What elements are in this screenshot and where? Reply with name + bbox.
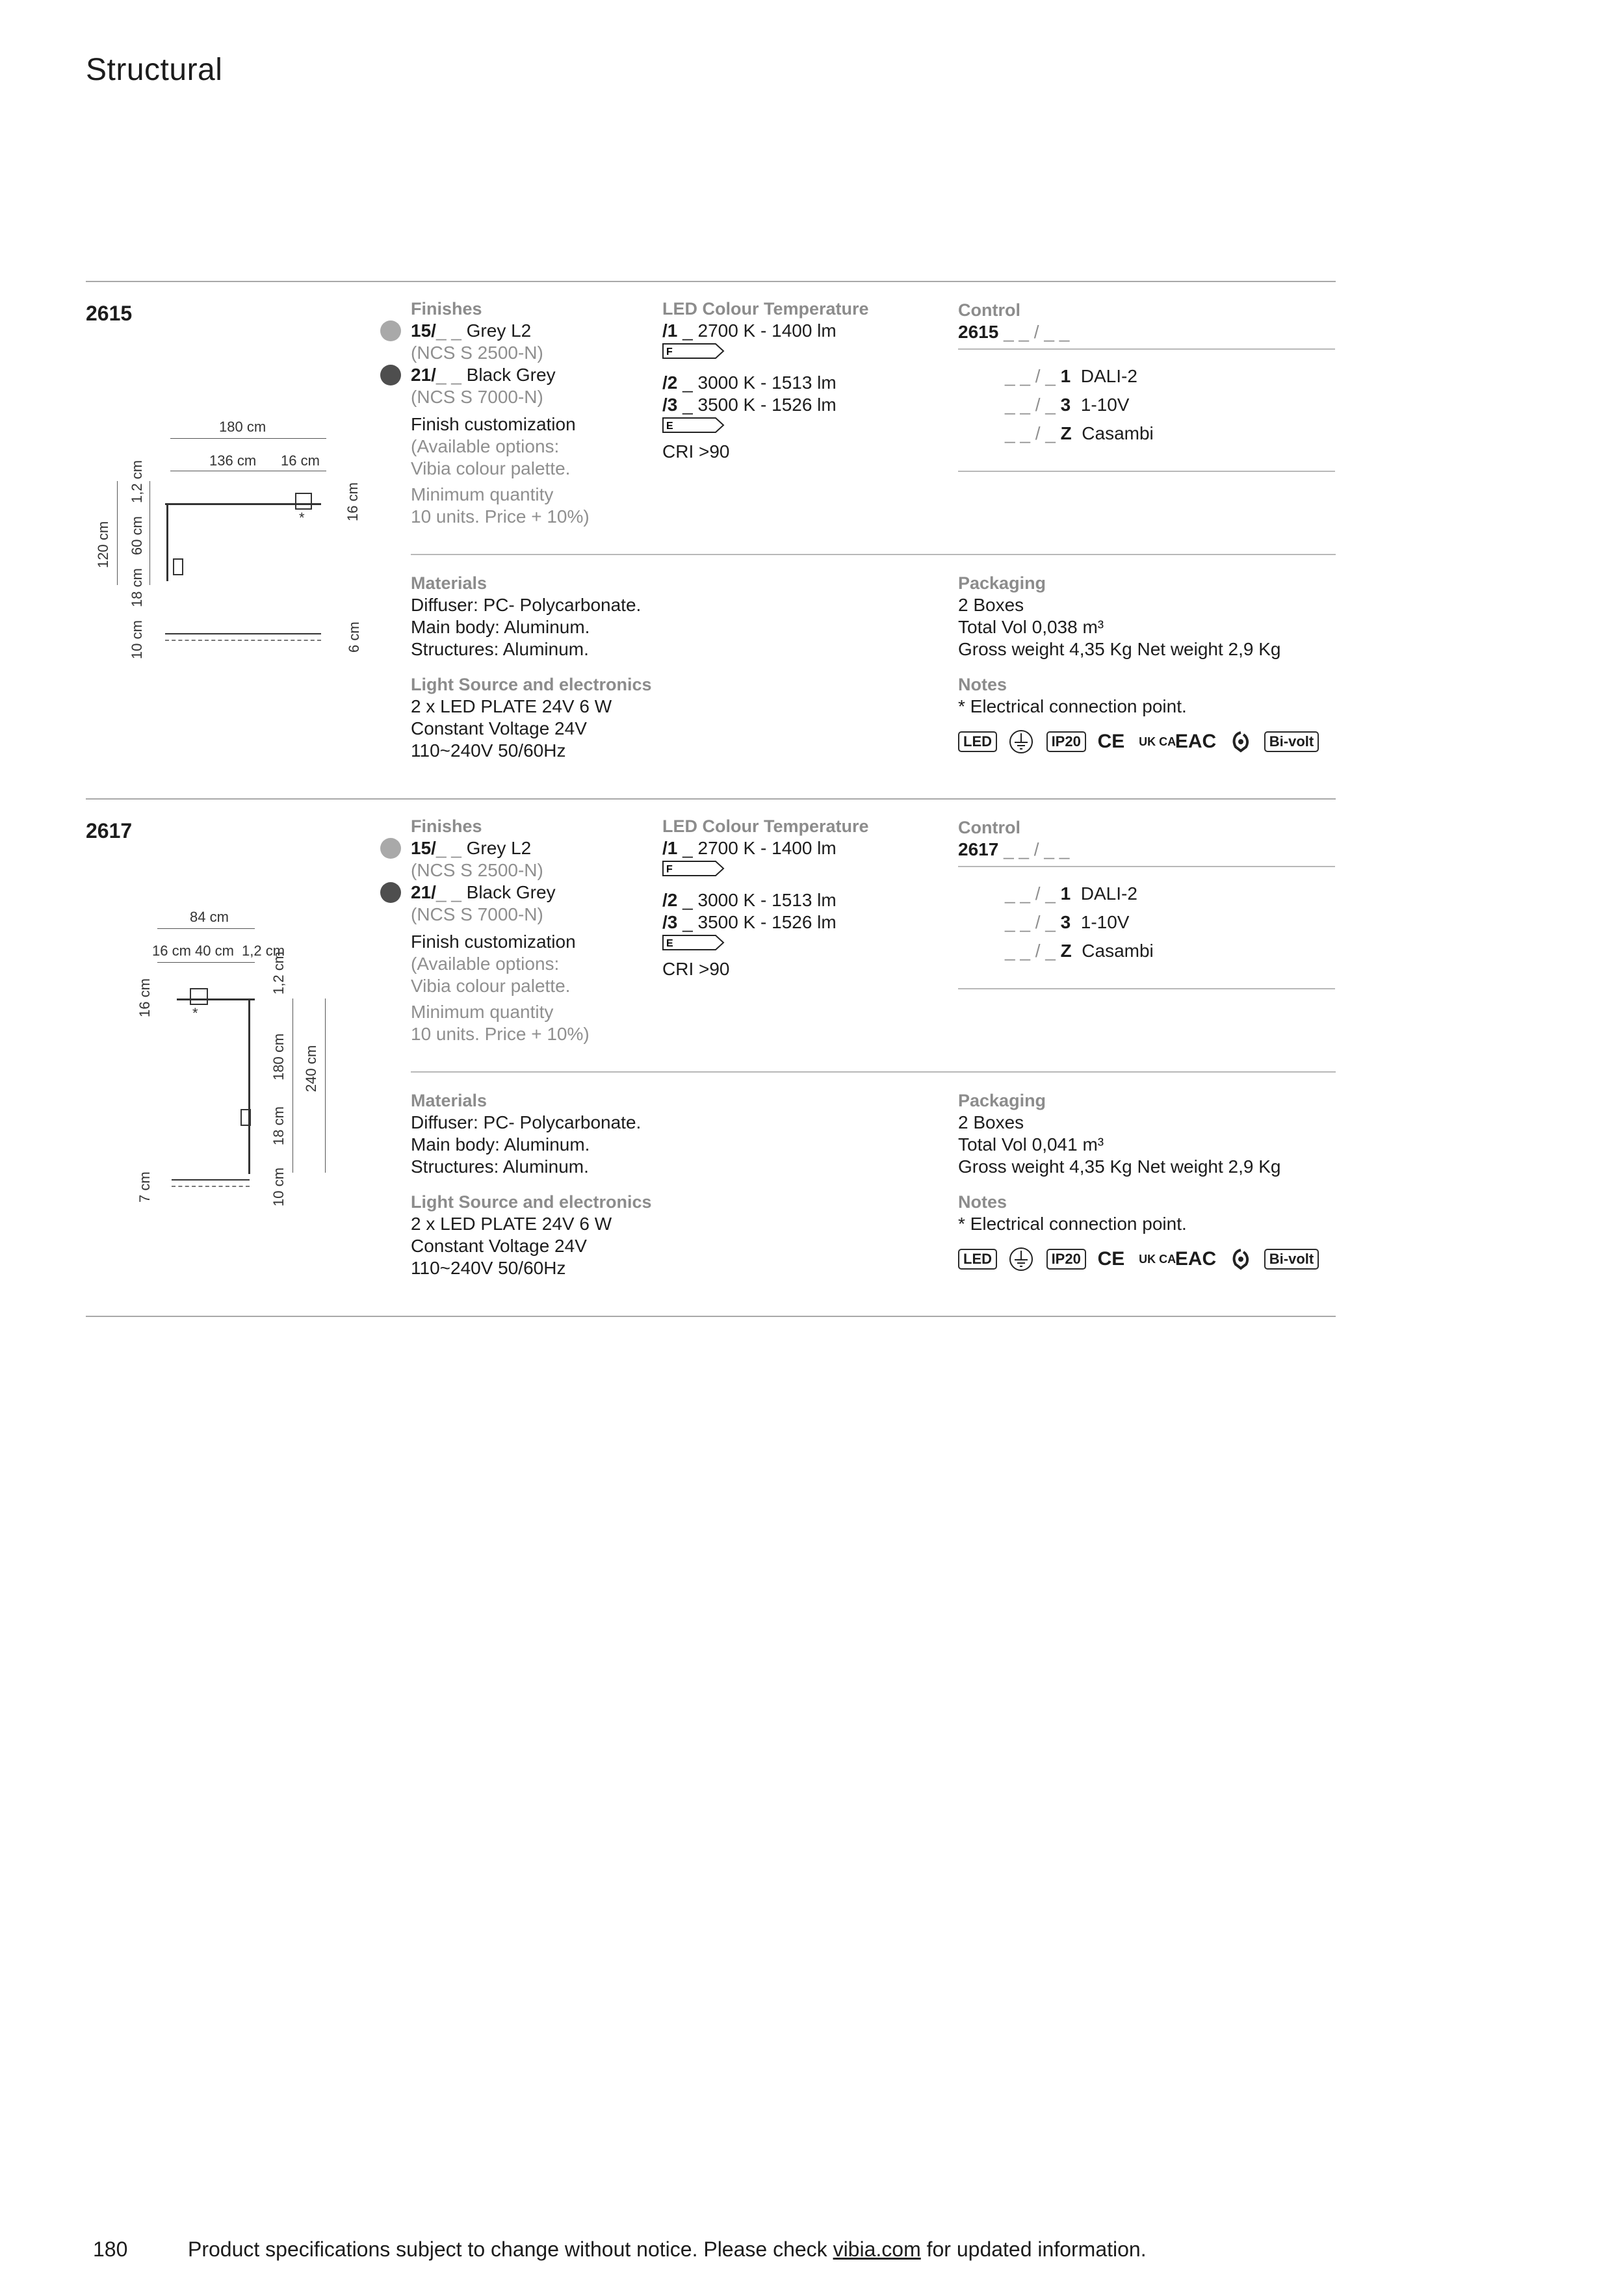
eac-mark-icon: EAC: [1175, 1248, 1217, 1270]
led-label: LED Colour Temperature: [662, 816, 869, 836]
finishes-section: [411, 298, 645, 528]
info-divider: [411, 1071, 1336, 1073]
footer-text: Product specifications subject to change without notice. Please check: [188, 2237, 833, 2261]
control-option-code: 3: [1060, 395, 1071, 415]
control-option-casambi[interactable]: [1005, 940, 1265, 962]
dim-base-side: 10 cm: [270, 1168, 287, 1207]
grey-swatch: [380, 838, 401, 859]
control-blank: _ _ / _: [1005, 366, 1056, 386]
control-option-name: Casambi: [1082, 941, 1154, 961]
led-badge: LED: [958, 1249, 997, 1270]
finish-name: Black Grey: [466, 882, 556, 902]
svg-text:E: E: [666, 938, 673, 949]
dim-side: 6 cm: [346, 621, 362, 653]
materials-section: [411, 1089, 866, 1279]
ce-mark-icon: CE: [1097, 731, 1125, 752]
finish-ncs: (NCS S 2500-N): [411, 860, 543, 880]
packaging-weight: Gross weight 4,35 Kg Net weight 2,9 Kg: [958, 1156, 1281, 1177]
dimmable-icon: [1230, 1248, 1251, 1270]
notes-label: Notes: [958, 1192, 1007, 1212]
control-code-number: 2615: [958, 322, 999, 342]
finish-note: 10 units. Price + 10%): [411, 1024, 590, 1044]
led-badge: LED: [958, 731, 997, 752]
structure-mast: [166, 503, 168, 581]
finishes-label: Finishes: [411, 299, 482, 319]
led-code: /2: [662, 372, 678, 393]
finish-customization: Finish customization: [411, 932, 576, 952]
control-blank: _ _ / _: [1005, 395, 1056, 415]
product-2617: [86, 800, 1336, 1316]
light-source-line: 110~240V 50/60Hz: [411, 740, 566, 761]
finish-option-grey[interactable]: [411, 320, 645, 342]
ground-icon: [1009, 729, 1033, 754]
control-option-code: 3: [1060, 912, 1071, 932]
led-option[interactable]: [662, 837, 942, 859]
dimmable-icon: [1230, 731, 1251, 753]
finish-blank: _ _: [435, 365, 461, 385]
control-label: Control: [958, 300, 1020, 320]
section-divider: [86, 1316, 1336, 1317]
packaging-section: [958, 1089, 1335, 1272]
plan-view: [172, 1179, 250, 1187]
control-option-name: 1-10V: [1080, 395, 1130, 415]
packaging-boxes: 2 Boxes: [958, 595, 1024, 615]
control-blank: _ _ / _: [1005, 941, 1056, 961]
energy-class-icon: [662, 861, 725, 876]
note-text: * Electrical connection point.: [958, 696, 1187, 716]
finish-name: Grey L2: [466, 320, 532, 341]
led-option[interactable]: [662, 320, 942, 342]
control-divider: [958, 988, 1335, 989]
dim-line: [325, 998, 326, 1173]
ip20-badge: IP20: [1046, 731, 1086, 752]
dim-height-mid: 60 cm: [129, 516, 145, 555]
led-option[interactable]: [662, 911, 942, 933]
control-option-name: 1-10V: [1080, 912, 1130, 932]
packaging-volume: Total Vol 0,041 m³: [958, 1134, 1104, 1155]
finish-note: Minimum quantity: [411, 1002, 554, 1022]
light-source-line: 110~240V 50/60Hz: [411, 1258, 566, 1278]
finish-note: 10 units. Price + 10%): [411, 506, 590, 527]
finish-option-grey[interactable]: [411, 837, 645, 859]
finish-name: Grey L2: [466, 838, 532, 858]
dim-height-low: 18 cm: [129, 568, 145, 607]
material-line: Structures: Aluminum.: [411, 639, 589, 659]
dim-line: [157, 928, 255, 929]
energy-class-icon: [662, 935, 725, 950]
control-divider: [958, 348, 1335, 350]
finish-option-black[interactable]: [411, 881, 645, 904]
control-option-name: DALI-2: [1080, 366, 1137, 386]
black-swatch: [380, 365, 401, 385]
control-option-name: DALI-2: [1080, 883, 1137, 904]
control-option-code: 1: [1060, 883, 1071, 904]
finish-ncs: (NCS S 7000-N): [411, 904, 543, 924]
led-code: /2: [662, 890, 678, 910]
control-option-code: Z: [1060, 941, 1072, 961]
finish-code: 21/: [411, 365, 436, 385]
packaging-label: Packaging: [958, 1091, 1046, 1110]
dim-line: [117, 481, 118, 585]
finish-blank: _ _: [435, 882, 461, 902]
eac-mark-icon: EAC: [1175, 731, 1217, 752]
led-code: /1: [662, 320, 678, 341]
led-section: [662, 815, 942, 980]
led-label: LED Colour Temperature: [662, 299, 869, 319]
dim-width-total: 84 cm: [190, 909, 229, 925]
finishes-section: [411, 815, 645, 1045]
finish-customization: Finish customization: [411, 414, 576, 434]
finish-blank: _ _: [435, 320, 461, 341]
dim-width-arm: 40 cm: [195, 943, 234, 959]
dim-width-left: 16 cm: [152, 943, 191, 959]
product-code: 2617: [86, 819, 133, 842]
finish-blank: _ _: [435, 838, 461, 858]
structure-mast: [248, 998, 250, 1174]
led-spec: _ 3500 K - 1526 lm: [677, 912, 837, 932]
dim-height-low: 18 cm: [270, 1106, 287, 1145]
dim-base: 7 cm: [136, 1171, 153, 1203]
control-option-1-10v[interactable]: [1005, 394, 1265, 416]
finish-note: (Available options:: [411, 436, 560, 456]
material-line: Diffuser: PC- Polycarbonate.: [411, 595, 642, 615]
certification-icons: [958, 1247, 1335, 1272]
grey-swatch: [380, 320, 401, 341]
connector-box: [240, 1109, 251, 1126]
control-code: [958, 839, 1335, 861]
light-source-label: Light Source and electronics: [411, 1192, 652, 1212]
material-line: Main body: Aluminum.: [411, 617, 590, 637]
control-blank: _ _ / _: [1005, 912, 1056, 932]
control-divider: [958, 866, 1335, 867]
dim-width-total: 180 cm: [219, 419, 266, 435]
dim-line: [170, 438, 326, 439]
led-spec: _ 2700 K - 1400 lm: [677, 320, 837, 341]
ukca-mark-icon: UK CA: [1139, 735, 1176, 748]
footer-text: for updated information.: [920, 2237, 1147, 2261]
led-code: /3: [662, 395, 678, 415]
dim-width-box: 16 cm: [281, 452, 320, 469]
control-option-1-10v[interactable]: [1005, 911, 1265, 933]
led-spec: _ 2700 K - 1400 lm: [677, 838, 837, 858]
control-divider: [958, 471, 1335, 472]
finish-note: Vibia colour palette.: [411, 976, 571, 996]
light-box: [190, 988, 208, 1005]
packaging-section: [958, 572, 1335, 754]
energy-class-icon: [662, 417, 725, 433]
control-code: [958, 321, 1335, 343]
control-option-name: Casambi: [1082, 423, 1154, 443]
light-source-line: Constant Voltage 24V: [411, 718, 587, 738]
control-option-dali[interactable]: [1005, 365, 1265, 387]
finish-note: Vibia colour palette.: [411, 458, 571, 478]
footer-disclaimer: [188, 2237, 1147, 2262]
dim-width-top: 1,2 cm: [242, 943, 285, 959]
material-line: Structures: Aluminum.: [411, 1156, 589, 1177]
cri-value: CRI >90: [662, 959, 730, 979]
dim-line: [149, 481, 150, 585]
led-option[interactable]: [662, 372, 942, 394]
product-2615: [86, 282, 1336, 798]
materials-section: [411, 572, 866, 762]
led-option[interactable]: [662, 889, 942, 911]
led-code: /3: [662, 912, 678, 932]
control-code-suffix: _ _ / _ _: [998, 839, 1070, 859]
electrical-point-marker: *: [192, 1005, 198, 1021]
page-number: 180: [93, 2237, 128, 2261]
material-line: Main body: Aluminum.: [411, 1134, 590, 1155]
black-swatch: [380, 882, 401, 903]
dim-height-total: 240 cm: [303, 1045, 319, 1092]
finish-note: (Available options:: [411, 954, 560, 974]
ukca-mark-icon: UK CA: [1139, 1253, 1176, 1266]
dim-height-total: 120 cm: [95, 521, 111, 568]
packaging-boxes: 2 Boxes: [958, 1112, 1024, 1132]
plan-view: [165, 633, 321, 641]
notes-label: Notes: [958, 675, 1007, 694]
finish-code: 15/: [411, 320, 436, 341]
light-source-line: 2 x LED PLATE 24V 6 W: [411, 696, 612, 716]
product-code: 2615: [86, 302, 133, 325]
finishes-label: Finishes: [411, 816, 482, 836]
finish-note: Minimum quantity: [411, 484, 554, 504]
dim-height-top: 1,2 cm: [129, 460, 145, 503]
material-line: Diffuser: PC- Polycarbonate.: [411, 1112, 642, 1132]
led-spec: _ 3000 K - 1513 lm: [677, 372, 837, 393]
led-spec: _ 3000 K - 1513 lm: [677, 890, 837, 910]
svg-text:F: F: [666, 346, 673, 358]
light-source-line: Constant Voltage 24V: [411, 1236, 587, 1256]
dim-height-box: 16 cm: [344, 482, 361, 521]
control-option-dali[interactable]: [1005, 883, 1265, 905]
control-blank: _ _ / _: [1005, 423, 1056, 443]
dim-line: [157, 962, 255, 963]
finish-name: Black Grey: [466, 365, 556, 385]
connector-box: [173, 558, 183, 575]
control-code-number: 2617: [958, 839, 999, 859]
control-section: [958, 299, 1335, 443]
energy-class-icon: [662, 343, 725, 359]
led-spec: _ 3500 K - 1526 lm: [677, 395, 837, 415]
packaging-volume: Total Vol 0,038 m³: [958, 617, 1104, 637]
ground-icon: [1009, 1247, 1033, 1272]
control-option-code: Z: [1060, 423, 1072, 443]
control-blank: _ _ / _: [1005, 883, 1056, 904]
ip20-badge: IP20: [1046, 1249, 1086, 1270]
materials-label: Materials: [411, 1091, 487, 1110]
control-option-casambi[interactable]: [1005, 423, 1265, 445]
packaging-label: Packaging: [958, 573, 1046, 593]
dim-base: 10 cm: [129, 620, 145, 659]
control-code-suffix: _ _ / _ _: [998, 322, 1070, 342]
finish-code: 21/: [411, 882, 436, 902]
light-source-label: Light Source and electronics: [411, 675, 652, 694]
certification-icons: [958, 729, 1335, 754]
svg-text:E: E: [666, 421, 673, 432]
note-text: * Electrical connection point.: [958, 1214, 1187, 1234]
svg-text:F: F: [666, 864, 673, 875]
light-box: [295, 493, 312, 510]
ce-mark-icon: CE: [1097, 1248, 1125, 1270]
finish-ncs: (NCS S 2500-N): [411, 343, 543, 363]
dim-height-box: 16 cm: [136, 978, 153, 1017]
page-title: Structural: [86, 53, 223, 87]
finish-ncs: (NCS S 7000-N): [411, 387, 543, 407]
packaging-weight: Gross weight 4,35 Kg Net weight 2,9 Kg: [958, 639, 1281, 659]
bivolt-badge: Bi-volt: [1264, 1249, 1319, 1270]
cri-value: CRI >90: [662, 441, 730, 462]
bivolt-badge: Bi-volt: [1264, 731, 1319, 752]
structure-arm: [177, 998, 255, 1000]
control-option-code: 1: [1060, 366, 1071, 386]
info-divider: [411, 554, 1336, 555]
control-label: Control: [958, 818, 1020, 837]
led-code: /1: [662, 838, 678, 858]
led-option[interactable]: [662, 394, 942, 416]
light-source-line: 2 x LED PLATE 24V 6 W: [411, 1214, 612, 1234]
finish-code: 15/: [411, 838, 436, 858]
led-section: [662, 298, 942, 463]
control-section: [958, 816, 1335, 961]
materials-label: Materials: [411, 573, 487, 593]
electrical-point-marker: *: [299, 510, 305, 526]
dim-height-top: 1,2 cm: [270, 951, 287, 995]
dim-width-arm: 136 cm: [209, 452, 257, 469]
finish-option-black[interactable]: [411, 364, 645, 386]
dim-height-mid: 180 cm: [270, 1033, 287, 1080]
vibia-link[interactable]: vibia.com: [833, 2237, 921, 2261]
dim-line: [292, 998, 293, 1173]
